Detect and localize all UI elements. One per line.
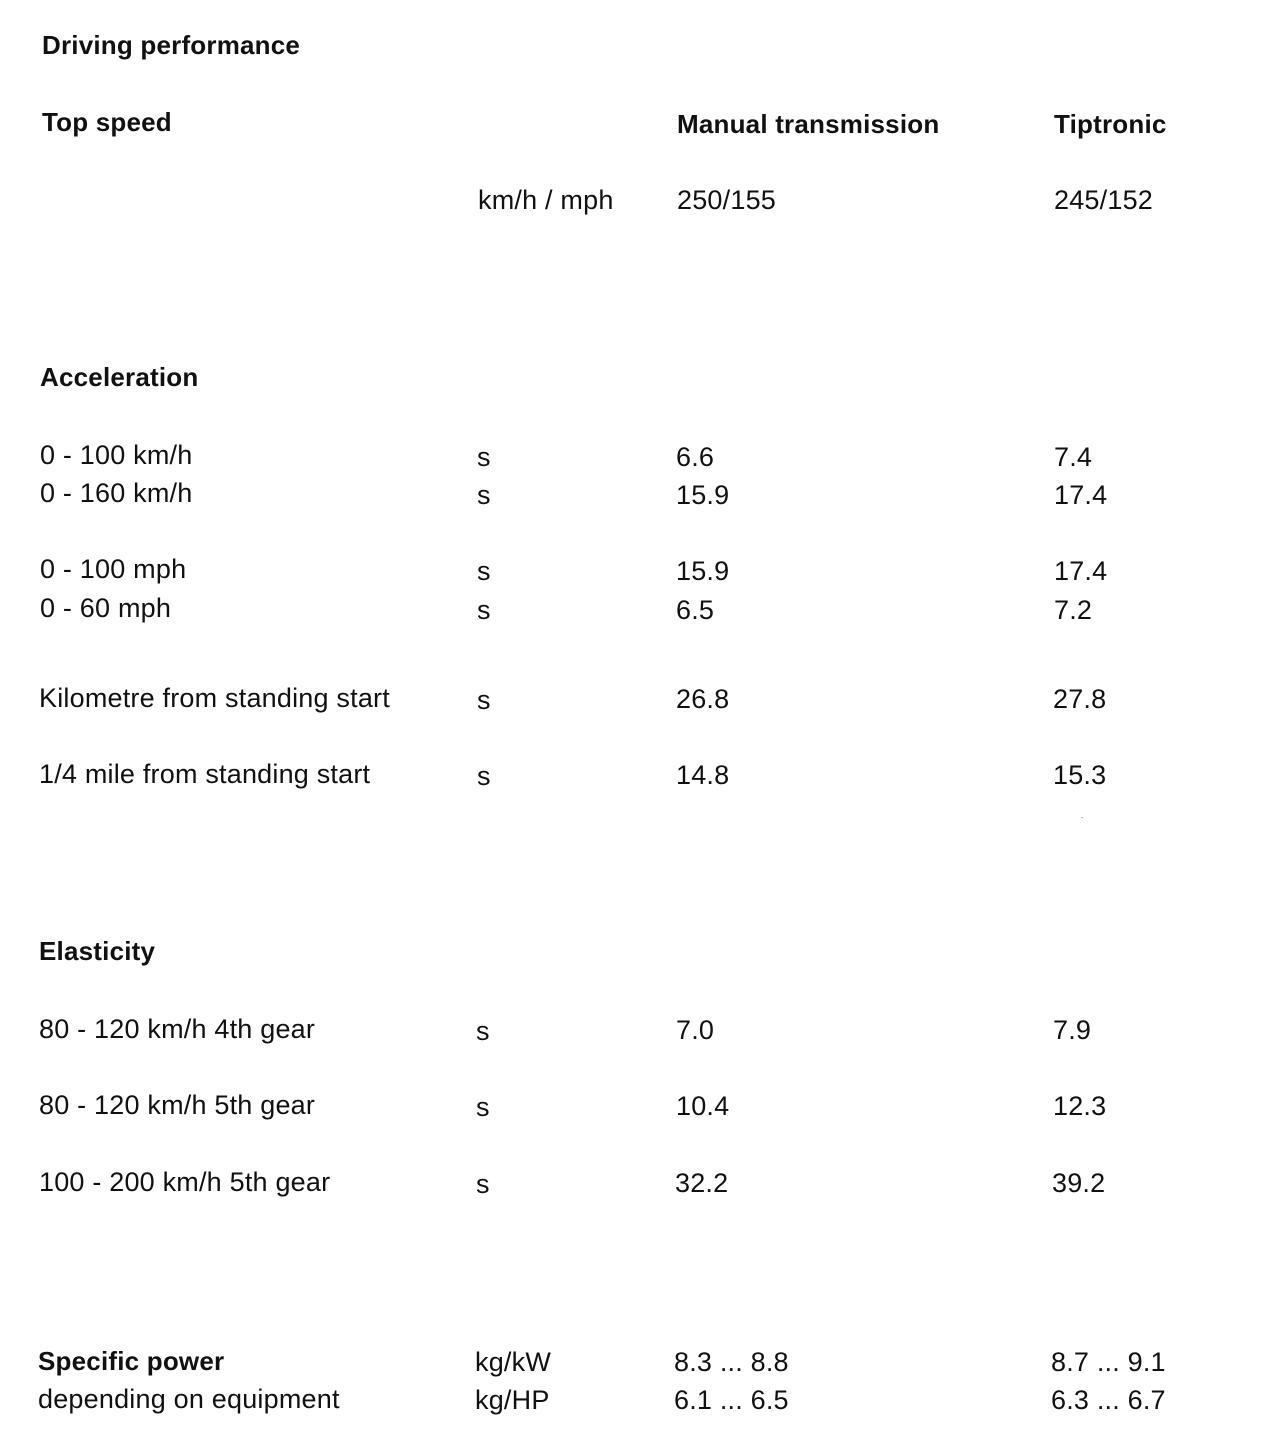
row-unit: kg/HP — [475, 1385, 550, 1415]
row-unit: s — [477, 556, 491, 586]
row-value-manual: 6.5 — [676, 595, 715, 625]
row-value-tiptronic: 7.2 — [1054, 595, 1093, 625]
row-value-tiptronic: 8.7 ... 9.1 — [1051, 1347, 1166, 1377]
row-value-manual: 32.2 — [675, 1168, 729, 1198]
row-value-manual: 6.1 ... 6.5 — [674, 1385, 789, 1415]
row-value-tiptronic: 12.3 — [1053, 1091, 1107, 1121]
row-value-tiptronic: 6.3 ... 6.7 — [1051, 1385, 1166, 1415]
row-label: 1/4 mile from standing start — [39, 759, 371, 789]
row-label: Kilometre from standing start — [39, 683, 390, 713]
row-unit: s — [477, 480, 491, 510]
row-value-manual: 15.9 — [676, 480, 730, 510]
row-label: 0 - 100 km/h — [40, 440, 193, 470]
top-speed-manual: 250/155 — [677, 185, 776, 215]
row-value-manual: 14.8 — [676, 760, 730, 790]
row-value-tiptronic: 17.4 — [1054, 556, 1108, 586]
row-unit: s — [476, 1016, 490, 1046]
row-unit: s — [476, 1169, 490, 1199]
row-value-manual: 6.6 — [676, 442, 715, 472]
elasticity-heading: Elasticity — [39, 936, 156, 966]
row-value-tiptronic: 27.8 — [1053, 684, 1107, 714]
column-header-manual: Manual transmission — [677, 109, 940, 139]
row-unit: s — [477, 442, 491, 472]
row-value-tiptronic: 7.4 — [1054, 442, 1093, 472]
row-unit: s — [477, 595, 491, 625]
row-label: 0 - 60 mph — [40, 593, 172, 623]
row-value-tiptronic: 7.9 — [1053, 1015, 1092, 1045]
top-speed-unit: km/h / mph — [478, 185, 614, 215]
row-value-tiptronic: 39.2 — [1052, 1168, 1106, 1198]
row-label: 100 - 200 km/h 5th gear — [39, 1167, 331, 1197]
row-unit: kg/kW — [475, 1347, 552, 1377]
row-value-manual: 10.4 — [676, 1091, 730, 1121]
column-header-tiptronic: Tiptronic — [1054, 109, 1167, 139]
row-value-manual: 26.8 — [676, 684, 730, 714]
row-label: 0 - 100 mph — [40, 554, 187, 584]
row-unit: s — [476, 1092, 490, 1122]
scan-speck — [1081, 817, 1083, 818]
row-value-tiptronic: 15.3 — [1053, 760, 1107, 790]
specific-power-heading: Specific power — [38, 1346, 225, 1376]
row-value-tiptronic: 17.4 — [1054, 480, 1108, 510]
row-label: 80 - 120 km/h 4th gear — [39, 1014, 316, 1044]
row-value-manual: 7.0 — [676, 1015, 715, 1045]
page-title: Driving performance — [42, 30, 301, 60]
acceleration-heading: Acceleration — [40, 362, 199, 392]
top-speed-tiptronic: 245/152 — [1054, 185, 1153, 215]
specific-power-subheading: depending on equipment — [38, 1384, 340, 1414]
row-label: 80 - 120 km/h 5th gear — [39, 1090, 316, 1120]
row-value-manual: 15.9 — [676, 556, 730, 586]
row-value-manual: 8.3 ... 8.8 — [674, 1347, 789, 1377]
row-unit: s — [477, 761, 491, 791]
top-speed-heading: Top speed — [42, 107, 172, 137]
row-unit: s — [477, 685, 491, 715]
row-label: 0 - 160 km/h — [40, 478, 193, 508]
